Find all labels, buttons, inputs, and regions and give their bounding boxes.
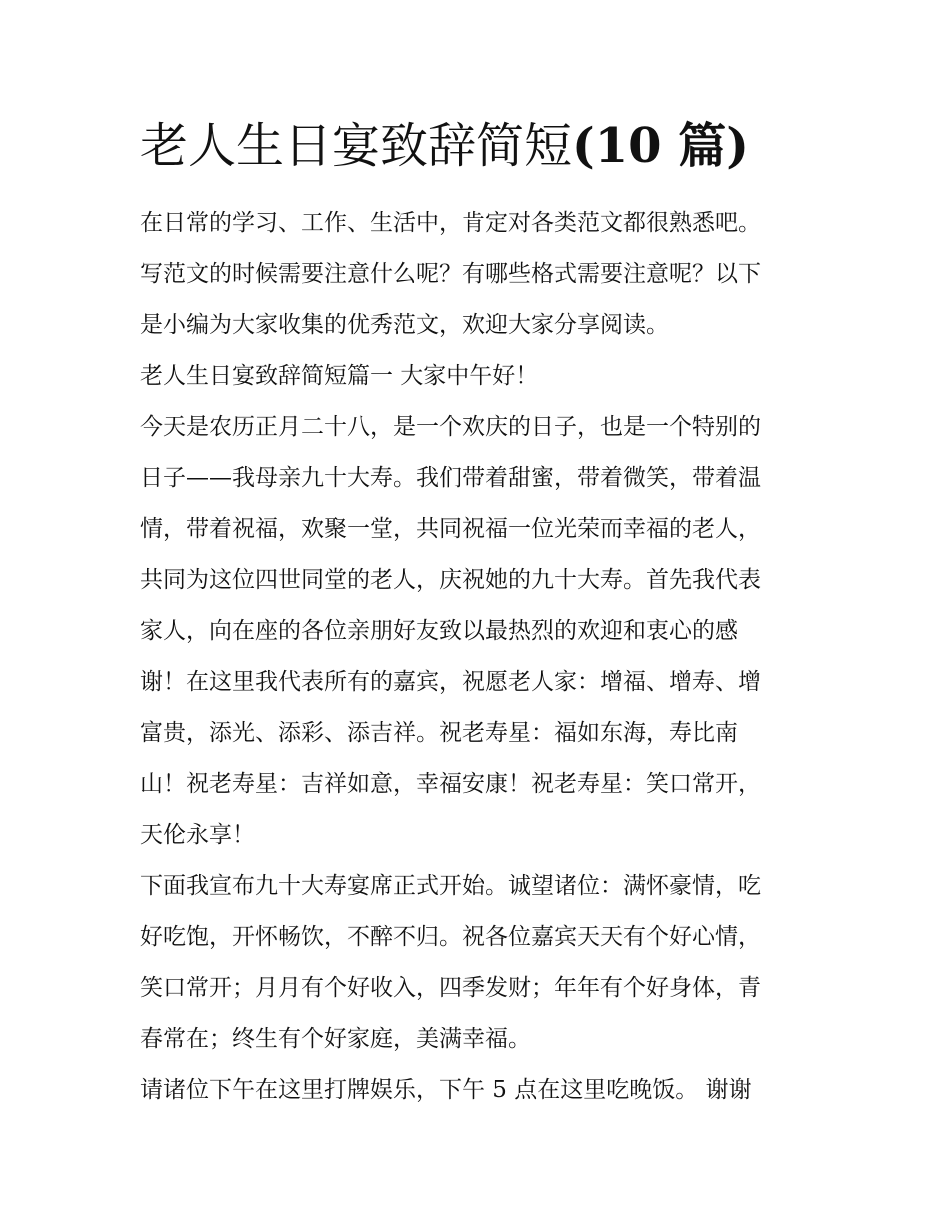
body-line: 笑口常开；月月有个好收入，四季发财；年年有个好身体，青 [140, 975, 761, 1001]
body-line: 情，带着祝福，欢聚一堂，共同祝福一位光荣而幸福的老人， [140, 516, 761, 542]
body-line: 老人生日宴致辞简短篇一 大家中午好！ [140, 363, 539, 389]
body-line: 天伦永享！ [140, 822, 255, 848]
document-body [140, 198, 810, 1116]
body-line: 在日常的学习、工作、生活中，肯定对各类范文都很熟悉吧。 [140, 210, 761, 236]
body-paragraph [140, 861, 810, 1065]
body-line: 写范文的时候需要注意什么呢？有哪些格式需要注意呢？以下 [140, 261, 761, 287]
body-line: 下面我宣布九十大寿宴席正式开始。诚望诸位：满怀豪情，吃 [140, 873, 761, 899]
body-paragraph [140, 1065, 810, 1116]
body-paragraph [140, 402, 810, 861]
body-line: 请诸位下午在这里打牌娱乐，下午 5 点在这里吃晚饭。 谢谢 [140, 1077, 752, 1103]
body-line: 日子——我母亲九十大寿。我们带着甜蜜，带着微笑，带着温 [140, 465, 761, 491]
body-line: 是小编为大家收集的优秀范文，欢迎大家分享阅读。 [140, 312, 669, 338]
body-line: 富贵，添光、添彩、添吉祥。祝老寿星：福如东海，寿比南 [140, 720, 738, 746]
body-line: 谢！在这里我代表所有的嘉宾，祝愿老人家：增福、增寿、增 [140, 669, 761, 695]
body-line: 家人，向在座的各位亲朋好友致以最热烈的欢迎和衷心的感 [140, 618, 738, 644]
body-line: 今天是农历正月二十八，是一个欢庆的日子，也是一个特别的 [140, 414, 761, 440]
document-title-text: 老人生日宴致辞简短 [140, 118, 573, 174]
document-title-count: (10 篇) [572, 118, 749, 174]
document-title [140, 112, 810, 180]
body-line: 春常在；终生有个好家庭，美满幸福。 [140, 1026, 531, 1052]
body-paragraph [140, 198, 810, 351]
body-line: 共同为这位四世同堂的老人，庆祝她的九十大寿。首先我代表 [140, 567, 761, 593]
body-line: 好吃饱，开怀畅饮，不醉不归。祝各位嘉宾天天有个好心情， [140, 924, 761, 950]
body-paragraph [140, 351, 810, 402]
body-line: 山！祝老寿星：吉祥如意，幸福安康！祝老寿星：笑口常开， [140, 771, 761, 797]
